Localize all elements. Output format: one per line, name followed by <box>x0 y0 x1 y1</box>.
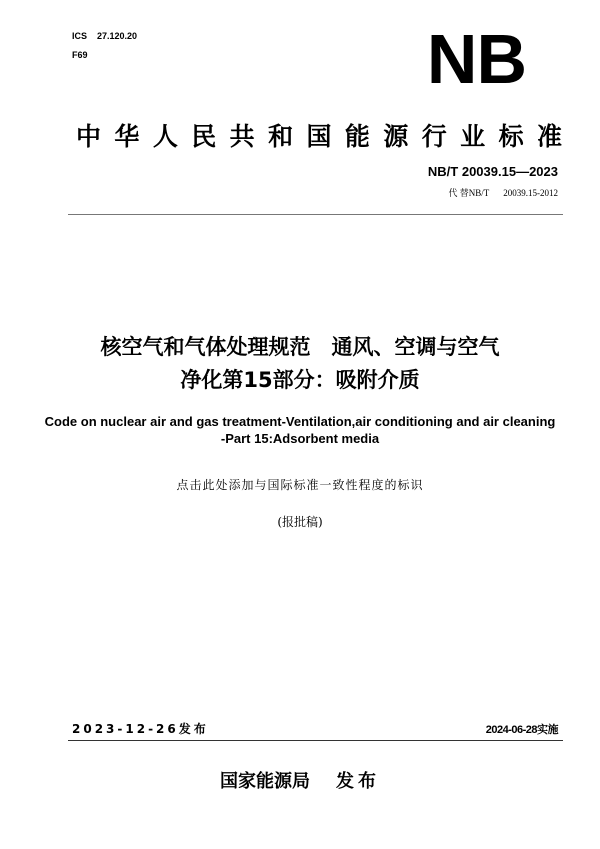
ccs-code: F69 <box>72 50 88 60</box>
english-title-line-2: -Part 15:Adsorbent media <box>220 431 380 446</box>
replaces-label: 代 替NB/T <box>448 188 490 198</box>
top-divider <box>68 214 563 215</box>
replaces-note <box>448 186 558 199</box>
implementation-date: 2024-06-28实施 <box>485 724 558 736</box>
ics-classification <box>72 31 137 41</box>
international-consistency-placeholder[interactable]: 点击此处添加与国际标准一致性程度的标识 <box>176 478 424 492</box>
chinese-title-line-2: 净化第15部分：吸附介质 <box>180 368 420 392</box>
english-title-line-1: Code on nuclear air and gas treatment-Ventilation,air conditioning and air cleaning <box>44 414 556 429</box>
issuer-line <box>0 767 600 793</box>
issuer-action: 发布 <box>336 771 380 792</box>
bottom-divider <box>68 740 563 741</box>
industry-standard-title: 中华人民共和国能源行业标准 <box>76 122 564 151</box>
ics-code: 27.120.20 <box>97 31 138 41</box>
draft-status: (报批稿) <box>277 515 323 529</box>
nb-logo: NB <box>426 20 526 98</box>
replaces-number: 20039.15-2012 <box>503 188 558 198</box>
chinese-title-line-1: 核空气和气体处理规范 通风、空调与空气 <box>100 335 500 359</box>
ics-label: ICS <box>72 31 88 41</box>
issuer-name: 国家能源局 <box>220 771 310 792</box>
standard-number: NB/T 20039.15—2023 <box>427 164 558 179</box>
issue-date: 2023-12-26发布 <box>72 722 209 736</box>
